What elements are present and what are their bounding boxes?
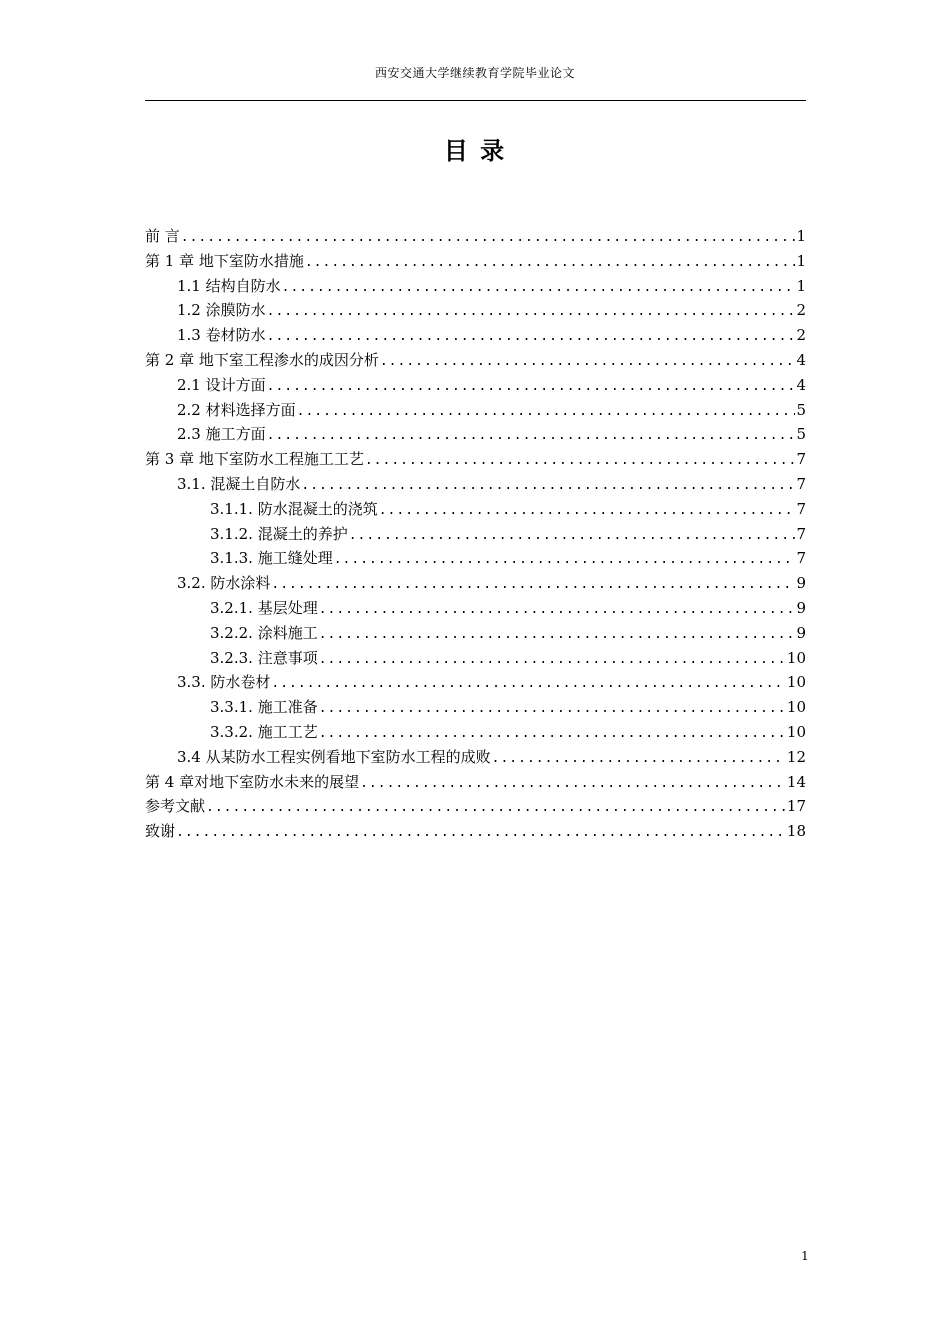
toc-entry[interactable]	[145, 522, 806, 547]
toc-entry[interactable]	[145, 373, 806, 398]
toc-entry[interactable]	[145, 745, 806, 770]
toc-entry-page: 5	[796, 425, 806, 444]
toc-entry-label: 前 言	[145, 227, 180, 245]
toc-entry-page: 4	[796, 375, 806, 394]
toc-entry-label: 3.1.3. 施工缝处理	[210, 549, 333, 568]
toc-dot-leader	[319, 697, 786, 722]
toc-dot-leader	[267, 375, 796, 400]
toc-dot-leader	[176, 821, 786, 846]
toc-entry-page: 7	[796, 524, 806, 543]
toc-entry[interactable]	[145, 348, 806, 373]
toc-dot-leader	[267, 325, 796, 350]
toc-dot-leader	[267, 300, 796, 325]
toc-entry-label: 3.1. 混凝土自防水	[177, 474, 301, 493]
toc-entry[interactable]	[145, 422, 806, 447]
toc-entry[interactable]	[145, 447, 806, 472]
toc-dot-leader	[206, 796, 786, 821]
toc-dot-leader	[492, 747, 786, 772]
toc-entry-label: 第 4 章对地下室防水未来的展望	[145, 772, 360, 791]
toc-entry-label: 2.1 设计方面	[177, 375, 266, 394]
toc-entry[interactable]	[145, 571, 806, 596]
toc-entry-label: 3.2.2. 涂料施工	[210, 623, 318, 642]
toc-entry[interactable]	[145, 224, 806, 249]
toc-entry[interactable]	[145, 670, 806, 695]
toc-entry[interactable]	[145, 720, 806, 745]
toc-entry-label: 3.1.2. 混凝土的养护	[210, 524, 348, 543]
toc-title: 目 录	[443, 137, 507, 165]
toc-entry-label: 第 1 章 地下室防水措施	[145, 251, 304, 270]
toc-entry-label: 参考文献	[145, 797, 206, 816]
toc-entry-label: 第 2 章 地下室工程渗水的成因分析	[145, 350, 379, 369]
toc-entry-page: 10	[786, 722, 806, 741]
toc-dot-leader	[181, 226, 796, 251]
toc-entry[interactable]	[145, 274, 806, 299]
toc-entry-page: 7	[796, 549, 806, 568]
table-of-contents	[145, 224, 806, 844]
toc-entry-page: 5	[796, 400, 806, 419]
toc-entry-label: 第 3 章 地下室防水工程施工工艺	[145, 450, 364, 469]
toc-entry[interactable]	[145, 819, 806, 844]
toc-entry[interactable]	[145, 695, 806, 720]
toc-entry-page: 7	[796, 474, 806, 493]
toc-dot-leader	[297, 400, 796, 425]
toc-entry[interactable]	[145, 770, 806, 795]
toc-dot-leader	[349, 524, 796, 549]
toc-entry-page: 2	[796, 326, 806, 345]
toc-dot-leader	[319, 598, 796, 623]
page-number: 1	[801, 1249, 809, 1263]
toc-entry[interactable]	[145, 497, 806, 522]
toc-entry[interactable]	[145, 323, 806, 348]
toc-entry[interactable]	[145, 546, 806, 571]
toc-dot-leader	[334, 548, 796, 573]
toc-entry-page: 18	[786, 822, 806, 841]
toc-entry-page: 14	[786, 772, 806, 791]
toc-entry-label: 3.1.1. 防水混凝土的浇筑	[210, 499, 378, 518]
toc-entry-page: 10	[786, 673, 806, 692]
toc-entry-label: 3.3.1. 施工准备	[210, 698, 318, 717]
toc-entry-label: 1.3 卷材防水	[177, 326, 266, 345]
toc-entry-label: 3.2.3. 注意事项	[210, 648, 318, 667]
toc-entry-page: 9	[796, 598, 806, 617]
toc-entry-page: 10	[786, 648, 806, 667]
toc-entry-page: 17	[786, 797, 806, 816]
toc-entry-label: 2.2 材料选择方面	[177, 400, 296, 419]
header-divider	[145, 100, 806, 101]
toc-entry-page: 9	[796, 574, 806, 593]
toc-entry-page: 12	[786, 747, 806, 766]
toc-dot-leader	[282, 276, 796, 301]
toc-entry-page: 1	[796, 227, 806, 245]
toc-entry-label: 3.3. 防水卷材	[177, 673, 271, 692]
toc-entry-page: 4	[796, 350, 806, 369]
toc-entry-label: 3.4 从某防水工程实例看地下室防水工程的成败	[177, 747, 491, 766]
toc-dot-leader	[319, 722, 786, 747]
toc-entry[interactable]	[145, 646, 806, 671]
toc-entry[interactable]	[145, 398, 806, 423]
toc-dot-leader	[319, 648, 786, 673]
toc-entry-label: 3.2. 防水涂料	[177, 574, 271, 593]
toc-dot-leader	[360, 772, 786, 797]
page-header: 西安交通大学继续教育学院毕业论文	[374, 66, 575, 80]
toc-entry-page: 7	[796, 499, 806, 518]
toc-entry-page: 2	[796, 301, 806, 320]
toc-dot-leader	[271, 573, 795, 598]
toc-dot-leader	[319, 623, 796, 648]
toc-entry[interactable]	[145, 472, 806, 497]
toc-dot-leader	[379, 499, 796, 524]
toc-dot-leader	[267, 424, 796, 449]
toc-entry[interactable]	[145, 298, 806, 323]
toc-entry-page: 1	[796, 276, 806, 295]
toc-entry-page: 7	[796, 450, 806, 469]
toc-entry-label: 致谢	[145, 822, 176, 841]
toc-entry[interactable]	[145, 249, 806, 274]
toc-entry[interactable]	[145, 621, 806, 646]
toc-entry[interactable]	[145, 794, 806, 819]
toc-dot-leader	[271, 672, 786, 697]
toc-entry-label: 3.2.1. 基层处理	[210, 598, 318, 617]
toc-entry-label: 1.1 结构自防水	[177, 276, 281, 295]
toc-dot-leader	[380, 350, 796, 375]
toc-entry-page: 10	[786, 698, 806, 717]
toc-entry-label: 1.2 涂膜防水	[177, 301, 266, 320]
toc-dot-leader	[305, 251, 796, 276]
toc-dot-leader	[365, 449, 796, 474]
toc-entry[interactable]	[145, 596, 806, 621]
toc-entry-page: 1	[796, 251, 806, 270]
toc-dot-leader	[301, 474, 795, 499]
toc-entry-page: 9	[796, 623, 806, 642]
toc-entry-label: 3.3.2. 施工工艺	[210, 722, 318, 741]
toc-entry-label: 2.3 施工方面	[177, 425, 266, 444]
